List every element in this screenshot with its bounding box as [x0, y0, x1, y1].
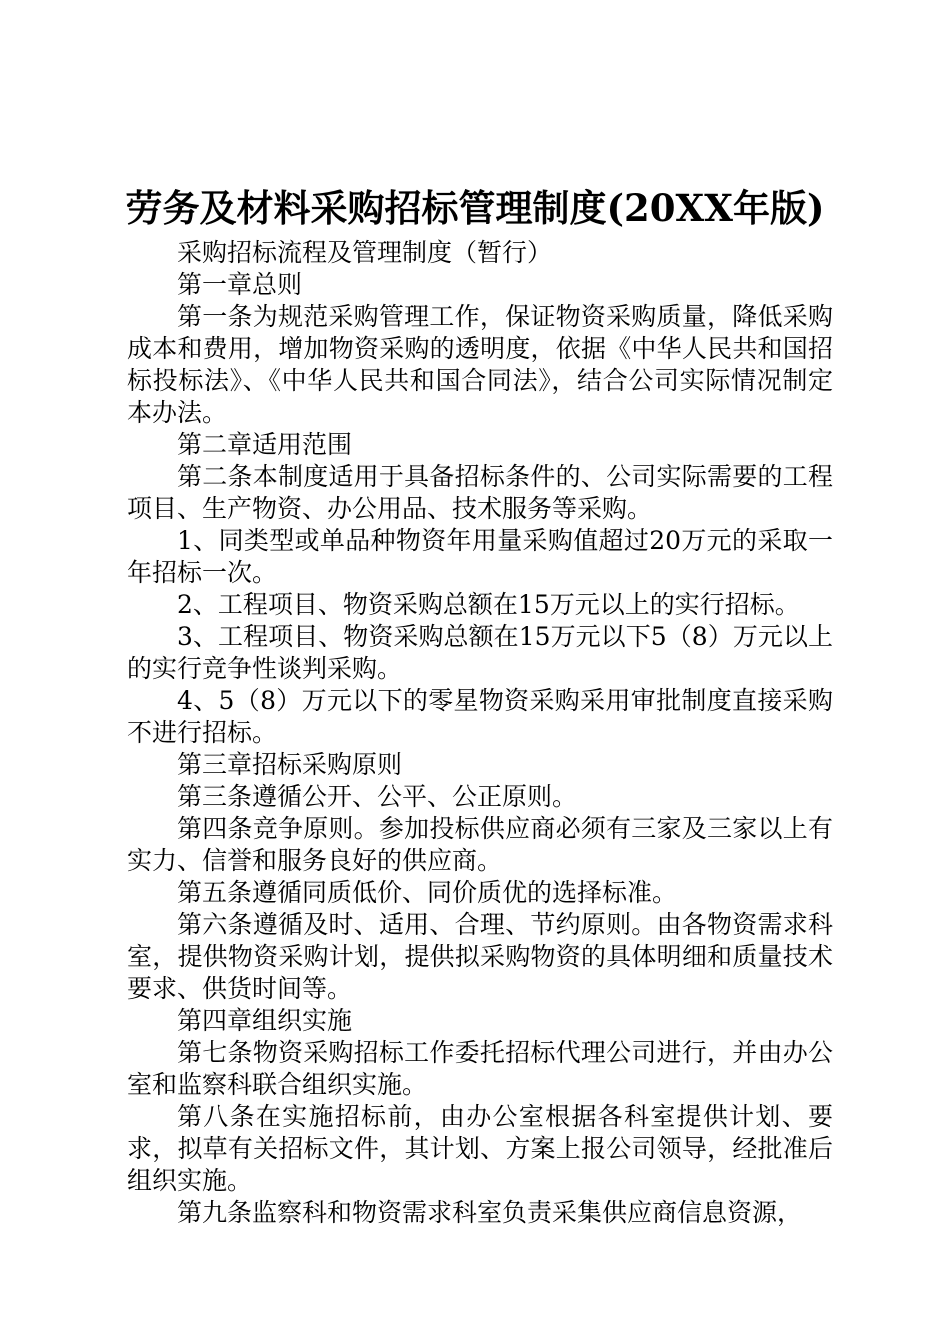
paragraph: 第八条在实施招标前，由办公室根据各科室提供计划、要求，拟草有关招标文件，其计划、方案上报公司领导，经批准后组织实施。 [127, 1102, 833, 1195]
list-item: 4、5（8）万元以下的零星物资采购采用审批制度直接采购不进行招标。 [127, 686, 833, 747]
list-item: 1、同类型或单品种物资年用量采购值超过20万元的采取一年招标一次。 [127, 526, 833, 587]
chapter-heading: 第二章适用范围 [177, 430, 353, 459]
paragraph: 第四条竞争原则。参加投标供应商必须有三家及三家以上有实力、信誉和服务良好的供应商。 [127, 814, 833, 875]
document-title: 劳务及材料采购招标管理制度(20XX年版) [125, 186, 825, 230]
chapter-heading: 第四章组织实施 [177, 1006, 353, 1035]
paragraph: 第九条监察科和物资需求科室负责采集供应商信息资源， [177, 1198, 803, 1227]
paragraph: 第五条遵循同质低价、同价质优的选择标准。 [177, 878, 678, 907]
chapter-heading: 第三章招标采购原则 [177, 750, 403, 779]
list-item: 2、工程项目、物资采购总额在15万元以上的实行招标。 [177, 590, 800, 619]
paragraph: 采购招标流程及管理制度（暂行） [177, 238, 553, 267]
list-item: 3、工程项目、物资采购总额在15万元以下5（8）万元以上的实行竞争性谈判采购。 [127, 622, 833, 683]
paragraph: 第六条遵循及时、适用、合理、节约原则。由各物资需求科室，提供物资采购计划，提供拟采购物资的具体明细和质量技术要求、供货时间等。 [127, 910, 833, 1003]
paragraph: 第二条本制度适用于具备招标条件的、公司实际需要的工程项目、生产物资、办公用品、技术服务等采购。 [127, 462, 833, 523]
paragraph: 第三条遵循公开、公平、公正原则。 [177, 782, 578, 811]
paragraph: 第七条物资采购招标工作委托招标代理公司进行，并由办公室和监察科联合组织实施。 [127, 1038, 833, 1099]
chapter-heading: 第一章总则 [177, 270, 303, 299]
document-body [127, 237, 833, 1229]
paragraph: 第一条为规范采购管理工作，保证物资采购质量，降低采购成本和费用，增加物资采购的透明度，依据《中华人民共和国招标投标法》、《中华人民共和国合同法》，结合公司实际情况制定本办法。 [127, 302, 833, 427]
